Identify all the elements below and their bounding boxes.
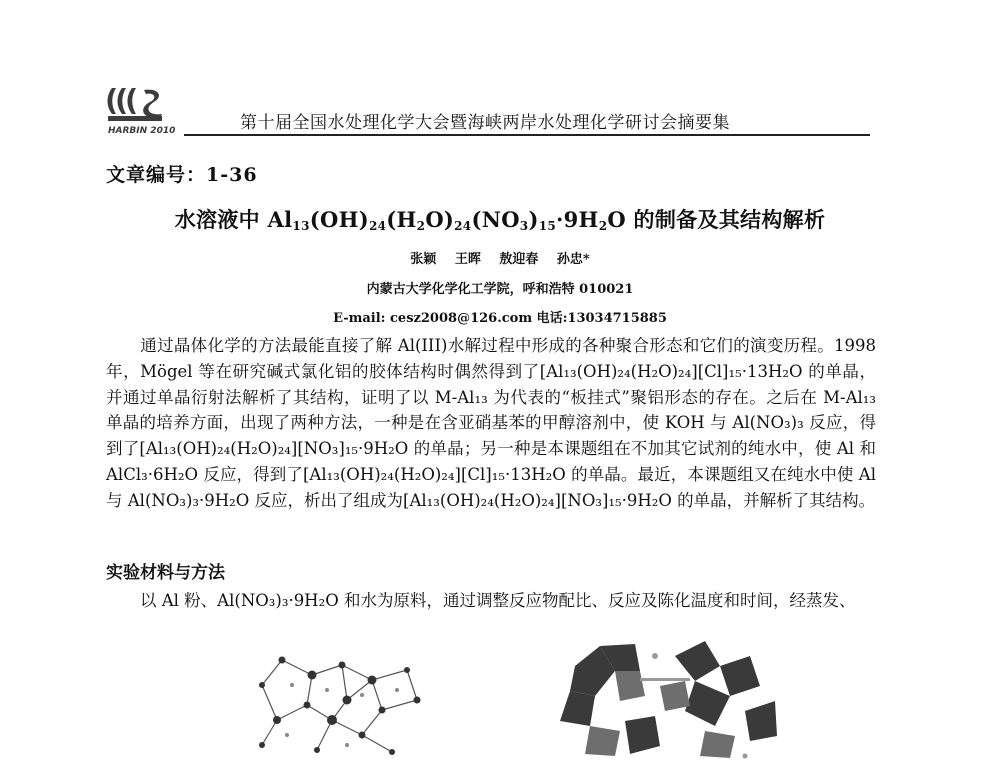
proceedings-title: 第十届全国水处理化学大会暨海峡两岸水处理化学研讨会摘要集 (240, 113, 730, 133)
author-list (0, 248, 1000, 267)
body-paragraph (106, 333, 876, 514)
author: 孙忠* (556, 252, 590, 267)
body-paragraph-text: 通过晶体化学的方法最能直接了解 Al(III)水解过程中形成的各种聚合形态和它们的演变历程。1998 年，Mögel 等在研究碱式氯化铝的胶体结构时偶然得到了[Al₁₃(OH)₂₄(H₂O)₂₄][Cl]₁₅·13H₂O 的单晶，并通过单晶衍射法解析了其结构，证明了以 M-Al₁₃ 为代表的“板挂式”聚铝形态的存在。之后在 M-Al₁₃ 单晶的培养方面，出现了两种方法，一种是在含亚硝基苯的甲醇溶剂中，使 KOH 与 Al(NO₃)₃ 反应，得到了[Al₁₃(OH)₂₄(H₂O)₂₄][NO₃]₁₅·9H₂O 的单晶；另一种是本课题组在不加其它试剂的纯水中，使 Al 和 AlCl₃·6H₂O 反应，得到了[Al₁₃(OH)₂₄(H₂O)₂₄][Cl]₁₅·13H₂O 的单晶。最近，本课题组又在纯水中使 Al 与 Al(NO₃)₃·9H₂O 反应，析出了组成为[Al₁₃(OH)₂₄(H₂O)₂₄][NO₃]₁₅·9H₂O 的单晶，并解析了其结构。 (106, 336, 876, 510)
author: 王晖 (454, 252, 481, 267)
polyhedral-structure-figure (545, 636, 780, 760)
molecular-structure-figure (222, 640, 452, 760)
contact-info: E-mail: cesz2008@126.com 电话:13034715885 (333, 311, 667, 326)
paper-title: 水溶液中 $Al_{13}(OH)_{24}(H_2O)_{24}(NO_3)_{15}\cdot 9H_2O$ 的制备及其结构解析 (174, 207, 826, 233)
article-number: 文章编号：1-36 (106, 164, 258, 186)
methods-paragraph-text: 以 Al 粉、Al(NO₃)₃·9H₂O 和水为原料，通过调整反应物配比、反应及陈化温度和时间，经蒸发、 (140, 591, 856, 610)
author: 敖迎春 (499, 252, 539, 267)
section-heading: 实验材料与方法 (106, 563, 225, 583)
conference-logo (104, 86, 182, 136)
methods-paragraph (106, 588, 876, 614)
author: 张颖 (410, 252, 437, 267)
header-divider (184, 134, 870, 136)
affiliation: 内蒙古大学化学化工学院，呼和浩特 010021 (366, 282, 634, 297)
logo-text: HARBIN 2010 (108, 126, 176, 136)
